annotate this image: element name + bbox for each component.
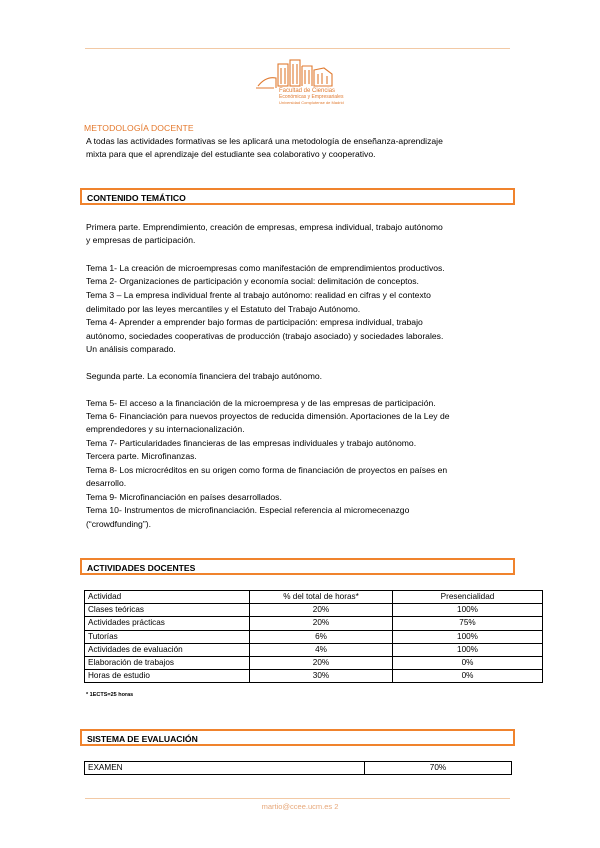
evaluation-table: [84, 761, 512, 775]
logo-line: Económicas y Empresariales: [279, 94, 344, 100]
topic-line: Tema 3 – La empresa individual frente al trabajo autónomo: realidad en cifras y el contexto: [86, 290, 431, 300]
footer-email: martio@ccee.ucm.es 2: [261, 802, 339, 811]
topic-line: Tema 8- Los microcréditos en su origen como forma de financiación de proyectos en países en: [86, 465, 448, 475]
evaluation-section-header: [80, 729, 515, 746]
table-header: % del total de horas*: [250, 591, 393, 604]
topic-line: Un análisis comparado.: [86, 344, 176, 354]
table-cell: Elaboración de trabajos: [85, 656, 250, 669]
table-cell: 70%: [365, 762, 512, 775]
footer-rule: [85, 798, 510, 799]
table-cell: Actividades prácticas: [85, 617, 250, 630]
table-row: [85, 643, 543, 656]
ects-note: * 1ECTS=25 horas: [86, 692, 134, 698]
table-cell: 100%: [393, 630, 543, 643]
table-header-row: [85, 591, 543, 604]
part-heading: y empresas de participación.: [86, 235, 196, 245]
topic-line: (“crowdfunding”).: [86, 519, 151, 529]
topic-line: delimitado por las leyes mercantiles y el Estatuto del Trabajo Autónomo.: [86, 304, 361, 314]
table-cell: EXAMEN: [85, 762, 365, 775]
table-cell: 6%: [250, 630, 393, 643]
table-cell: Tutorías: [85, 630, 250, 643]
table-cell: 20%: [250, 604, 393, 617]
part-heading: Tercera parte. Microfinanzas.: [86, 451, 197, 461]
content-title: CONTENIDO TEMÁTICO: [87, 193, 186, 203]
methodology-line: A todas las actividades formativas se les aplicará una metodología de enseñanza-aprendizaje: [86, 136, 443, 146]
topic-line: emprendedores y su internacionalización.: [86, 424, 245, 434]
activities-section-header: [80, 558, 515, 575]
topic-line: Tema 7- Particularidades financieras de las empresas individuales y trabajo autónomo.: [86, 438, 417, 448]
table-cell: 0%: [393, 670, 543, 683]
table-row: [85, 762, 512, 775]
table-cell: Actividades de evaluación: [85, 643, 250, 656]
activities-table: [84, 590, 543, 683]
topic-line: autónomo, sociedades cooperativas de producción (trabajo asociado) y sociedades laborales.: [86, 331, 444, 341]
logo-line: Facultad de Ciencias: [279, 88, 336, 94]
topic-line: Tema 1- La creación de microempresas como manifestación de emprendimientos productivos.: [86, 263, 445, 273]
logo-text: [279, 88, 344, 106]
table-row: [85, 630, 543, 643]
topic-line: Tema 5- El acceso a la financiación de la microempresa y de las empresas de participación.: [86, 398, 436, 408]
table-cell: Clases teóricas: [85, 604, 250, 617]
methodology-line: mixta para que el aprendizaje del estudiante sea colaborativo y cooperativo.: [86, 149, 376, 159]
table-cell: 100%: [393, 643, 543, 656]
table-header: Actividad: [85, 591, 250, 604]
table-cell: Horas de estudio: [85, 670, 250, 683]
topic-line: Tema 6- Financiación para nuevos proyectos de reducida dimensión. Aportaciones de la Ley de: [86, 411, 450, 421]
topic-line: Tema 9- Microfinanciación en países desarrollados.: [86, 492, 282, 502]
topic-line: Tema 4- Aprender a emprender bajo formas de participación: empresa individual, trabajo: [86, 317, 423, 327]
activities-title: ACTIVIDADES DOCENTES: [87, 563, 196, 573]
table-cell: 0%: [393, 656, 543, 669]
table-cell: 30%: [250, 670, 393, 683]
topic-line: Tema 10- Instrumentos de microfinanciación. Especial referencia al micromecenazgo: [86, 505, 410, 515]
table-row: [85, 656, 543, 669]
topic-line: desarrollo.: [86, 478, 127, 488]
header-rule: [85, 48, 510, 49]
topic-line: Tema 2- Organizaciones de participación y economía social: delimitación de conceptos.: [86, 276, 419, 286]
table-cell: 100%: [393, 604, 543, 617]
table-row: [85, 604, 543, 617]
table-cell: 20%: [250, 656, 393, 669]
methodology-title: METODOLOGÍA DOCENTE: [84, 123, 194, 133]
table-cell: 4%: [250, 643, 393, 656]
evaluation-title: SISTEMA DE EVALUACIÓN: [87, 734, 198, 744]
table-cell: 20%: [250, 617, 393, 630]
part-heading: Segunda parte. La economía financiera del trabajo autónomo.: [86, 371, 323, 381]
table-header: Presencialidad: [393, 591, 543, 604]
table-row: [85, 670, 543, 683]
logo-line: Universidad Complutense de Madrid: [279, 100, 344, 105]
content-section-header: [80, 188, 515, 205]
part-heading: Primera parte. Emprendimiento, creación de empresas, empresa individual, trabajo autónomo: [86, 222, 443, 232]
table-row: [85, 617, 543, 630]
table-cell: 75%: [393, 617, 543, 630]
